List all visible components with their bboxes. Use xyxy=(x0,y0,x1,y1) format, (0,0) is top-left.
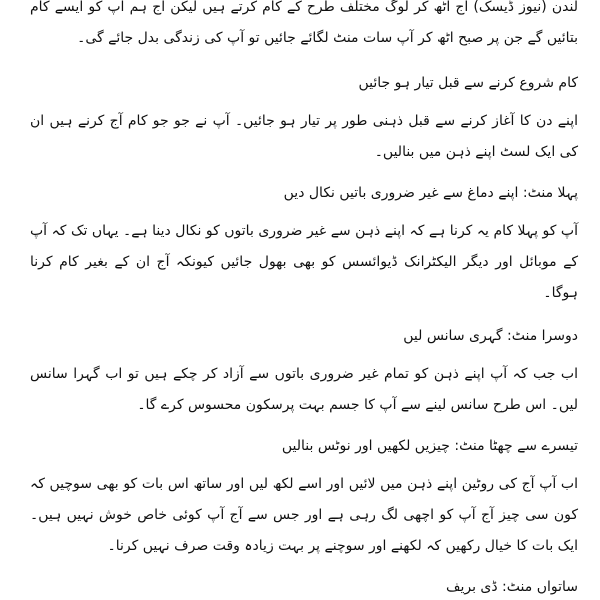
section-body-minutes-3-6: اب آپ آج کی روٹین اپنے ذہن میں لائیں اور اسے لکھ لیں اور ساتھ اس بات کو بھی سوچیں کہ کون سی چیز آج آپ کو اچھی لگ رہی ہے اور جس سے آج آپ کوئی خاص خوش نہیں ہیں۔ ایک بات کا خیال رکھیں کہ لکھنے اور سوچنے پر بہت زیادہ وقت صرف نہیں کرنا۔ xyxy=(30,476,578,554)
intro-paragraph: لندن (نیوز ڈیسک) آج اٹھ کر لوگ مختلف طرح کے کام کرتے ہیں لیکن آج ہم آپ کو ایسے کام بتائیں گے جن پر صبح اٹھ کر آپ سات منٹ لگائے جائیں تو آپ کی زندگی بدل جائے گی۔ xyxy=(30,0,578,46)
section-heading-minute-7: ساتواں منٹ: ڈی بریف xyxy=(445,579,578,595)
section-body-prepare: اپنے دن کا آغاز کرنے سے قبل ذہنی طور پر تیار ہو جائیں۔ آپ نے جو جو کام آج کرنے ہیں ان کی ایک لسٹ اپنے ذہن میں بنالیں۔ xyxy=(30,113,578,160)
section-heading-minute-1: پہلا منٹ: اپنے دماغ سے غیر ضروری باتیں نکال دیں xyxy=(283,185,578,201)
section-heading-minute-2: دوسرا منٹ: گہری سانس لیں xyxy=(403,328,578,344)
section-heading-minutes-3-6: تیسرے سے چھٹا منٹ: چیزیں لکھیں اور نوٹس بنالیں xyxy=(281,438,578,454)
section-body-minute-2: اب جب کہ آپ اپنے ذہن کو تمام غیر ضروری باتوں سے آزاد کر چکے ہیں تو اب گہرا سانس لیں۔ اس طرح سانس لینے سے آپ کا جسم بہت پرسکون محسوس کرے گا۔ xyxy=(30,366,578,413)
section-body-minute-1: آپ کو پہلا کام یہ کرنا ہے کہ اپنے ذہن سے غیر ضروری باتوں کو نکال دینا ہے۔ یہاں تک کہ آپ کے موبائل اور دیگر الیکٹرانک ڈیوائسس کو بھی بھول جائیں کیونکہ آج ان کے بغیر کام کرنا ہوگا۔ xyxy=(30,223,578,301)
section-heading-prepare: کام شروع کرنے سے قبل تیار ہو جائیں xyxy=(358,75,578,91)
